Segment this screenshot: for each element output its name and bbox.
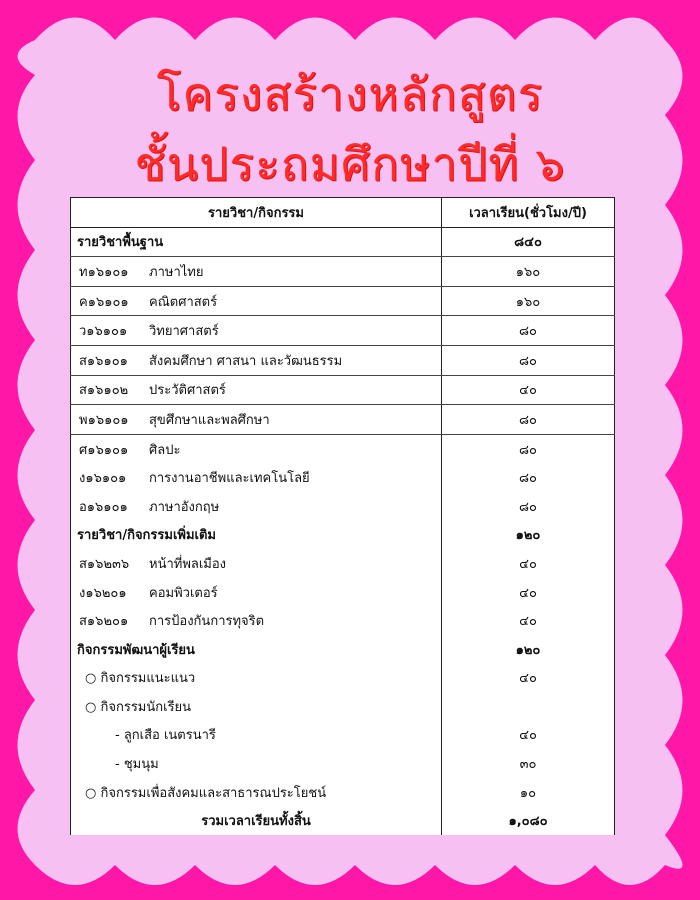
activity-hours: ๑๐ <box>442 778 615 807</box>
section-row-extra <box>71 521 615 550</box>
curriculum-table <box>70 197 615 835</box>
subject-code: ค๑๖๑๐๑ <box>79 294 129 310</box>
activity-label: ○ กิจกรรมนักเรียน <box>71 692 442 721</box>
subject-name: ภาษาอังกฤษ <box>149 499 220 515</box>
section-hours: ๘๔๐ <box>442 227 615 257</box>
subject-code: ว๑๖๑๐๑ <box>79 324 128 340</box>
subject-code: ส๑๖๒๓๖ <box>79 556 130 572</box>
total-label: รวมเวลาเรียนทั้งสิ้น <box>71 806 442 835</box>
subject-name: ศิลปะ <box>149 442 181 458</box>
table-row <box>71 286 615 316</box>
table-row <box>71 492 615 521</box>
table-row <box>71 257 615 287</box>
section-row-basic <box>71 227 615 257</box>
section-hours: ๑๒๐ <box>442 635 615 664</box>
activity-label: ○ กิจกรรมแนะแนว <box>71 664 442 693</box>
activity-hours: ๓๐ <box>442 749 615 778</box>
subject-hours: ๔๐ <box>442 549 615 578</box>
activity-row <box>71 749 615 778</box>
subject-code: ศ๑๖๑๐๑ <box>79 442 129 458</box>
subject-hours: ๔๐ <box>442 375 615 405</box>
activity-row <box>71 664 615 693</box>
subject-hours: ๑๖๐ <box>442 257 615 287</box>
subject-name: ภาษาไทย <box>149 264 204 280</box>
activity-row <box>71 692 615 721</box>
subject-hours: ๘๐ <box>442 463 615 492</box>
activity-row <box>71 721 615 750</box>
table-row <box>71 578 615 607</box>
header-subject: รายวิชา/กิจกรรม <box>71 198 442 228</box>
subject-code: ส๑๖๑๐๒ <box>79 383 129 399</box>
subject-name: สุขศึกษาและพลศึกษา <box>149 412 270 428</box>
subject-code: ท๑๖๑๐๑ <box>79 264 129 280</box>
header-hours: เวลาเรียน(ชั่วโมง/ปี) <box>442 198 615 228</box>
subject-code: ส๑๖๒๐๑ <box>79 614 129 630</box>
subject-name: วิทยาศาสตร์ <box>149 324 219 340</box>
section-row-activity <box>71 635 615 664</box>
table-row <box>71 345 615 375</box>
section-label: กิจกรรมพัฒนาผู้เรียน <box>71 635 442 664</box>
subject-name: การป้องกันการทุจริต <box>149 614 265 630</box>
subject-code: อ๑๖๑๐๑ <box>79 499 128 515</box>
activity-label: - ลูกเสือ เนตรนารี <box>71 721 442 750</box>
activity-hours <box>442 692 615 721</box>
activity-label: - ชุมนุม <box>71 749 442 778</box>
subject-hours: ๔๐ <box>442 578 615 607</box>
table-row <box>71 434 615 463</box>
subject-name: คอมพิวเตอร์ <box>149 585 218 601</box>
subject-name: คณิตศาสตร์ <box>149 294 218 310</box>
section-hours: ๑๒๐ <box>442 521 615 550</box>
activity-row <box>71 778 615 807</box>
subject-hours: ๑๖๐ <box>442 286 615 316</box>
subject-hours: ๘๐ <box>442 316 615 346</box>
table-row <box>71 316 615 346</box>
table-row <box>71 606 615 635</box>
subject-hours: ๘๐ <box>442 492 615 521</box>
title-line-2: ชั้นประถมศึกษาปีที่ ๖ <box>134 137 566 191</box>
activity-hours: ๔๐ <box>442 721 615 750</box>
activity-hours: ๔๐ <box>442 664 615 693</box>
table-header <box>71 198 615 228</box>
table-row <box>71 463 615 492</box>
subject-name: ประวัติศาสตร์ <box>149 383 226 399</box>
subject-hours: ๘๐ <box>442 405 615 435</box>
subject-code: ง๑๖๑๐๑ <box>79 471 127 487</box>
subject-name: หน้าที่พลเมือง <box>149 556 227 572</box>
total-row <box>71 806 615 835</box>
section-label: รายวิชา/กิจกรรมเพิ่มเติม <box>71 521 442 550</box>
subject-hours: ๘๐ <box>442 345 615 375</box>
table-row <box>71 549 615 578</box>
subject-name: สังคมศึกษา ศาสนา และวัฒนธรรม <box>149 353 343 369</box>
table-row <box>71 405 615 435</box>
activity-label: ○ กิจกรรมเพื่อสังคมและสาธารณประโยชน์ <box>71 778 442 807</box>
subject-hours: ๔๐ <box>442 606 615 635</box>
subject-code: พ๑๖๑๐๑ <box>79 412 129 428</box>
table-row <box>71 375 615 405</box>
subject-name: การงานอาชีพและเทคโนโลยี <box>149 471 310 487</box>
total-hours: ๑,๐๘๐ <box>442 806 615 835</box>
subject-code: ง๑๖๒๐๑ <box>79 585 127 601</box>
title-line-1: โครงสร้างหลักสูตร <box>156 67 544 121</box>
subject-hours: ๘๐ <box>442 434 615 463</box>
subject-code: ส๑๖๑๐๑ <box>79 353 128 369</box>
section-label: รายวิชาพื้นฐาน <box>71 227 442 257</box>
